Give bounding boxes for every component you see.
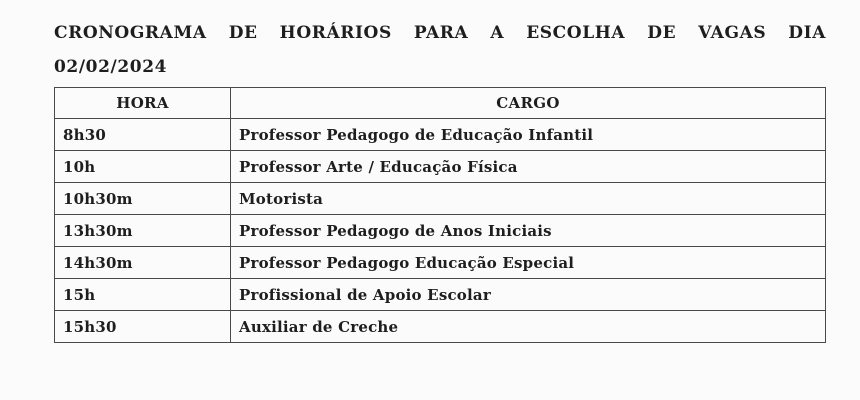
document-title: CRONOGRAMA DE HORÁRIOS PARA A ESCOLHA DE VAGAS DIA 02/02/2024	[54, 23, 826, 77]
cell-hora: 14h30m	[55, 247, 231, 279]
cell-cargo: Auxiliar de Creche	[231, 311, 826, 343]
table-row	[55, 215, 826, 247]
column-header-cargo: CARGO	[231, 88, 826, 119]
cell-hora: 8h30	[55, 119, 231, 151]
cell-hora: 13h30m	[55, 215, 231, 247]
cell-cargo: Professor Arte / Educação Física	[231, 151, 826, 183]
column-header-hora: HORA	[55, 88, 231, 119]
table-row	[55, 247, 826, 279]
table-row	[55, 279, 826, 311]
cell-hora: 15h	[55, 279, 231, 311]
table-row	[55, 119, 826, 151]
cell-hora: 10h30m	[55, 183, 231, 215]
cell-cargo: Professor Pedagogo de Educação Infantil	[231, 119, 826, 151]
cell-cargo: Professor Pedagogo Educação Especial	[231, 247, 826, 279]
cell-hora: 10h	[55, 151, 231, 183]
schedule-table	[54, 87, 826, 343]
table-row	[55, 311, 826, 343]
cell-cargo: Professor Pedagogo de Anos Iniciais	[231, 215, 826, 247]
cell-cargo: Profissional de Apoio Escolar	[231, 279, 826, 311]
cell-hora: 15h30	[55, 311, 231, 343]
cell-cargo: Motorista	[231, 183, 826, 215]
table-row	[55, 151, 826, 183]
table-header-row	[55, 88, 826, 119]
table-row	[55, 183, 826, 215]
